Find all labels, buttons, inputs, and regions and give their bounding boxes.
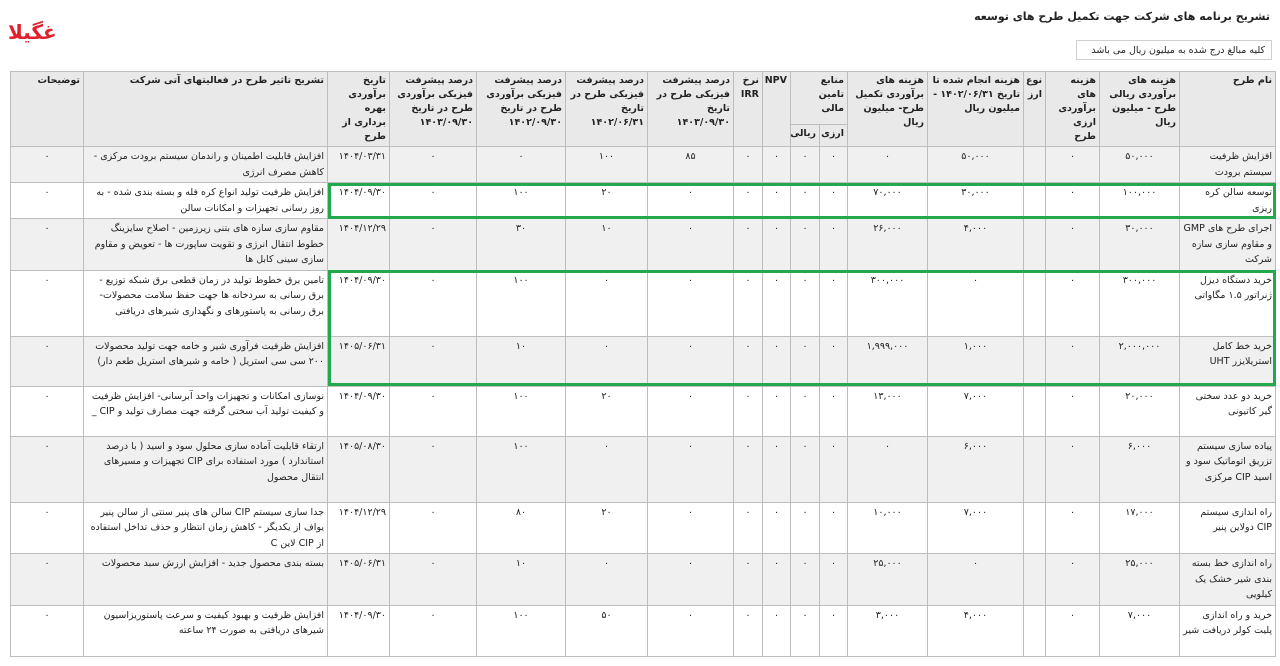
header-spent: هزینه انجام شده تا تاریخ ۱۴۰۲/۰۶/۳۱ - میلیون ریال [928,72,1024,147]
cell-irr: ۰ [734,336,763,386]
cell-plan-name: توسعه سالن کره ریزی [1180,183,1276,219]
cell-npv: ۰ [763,436,791,502]
cell-funding-rial: ۰ [791,336,820,386]
cell-progress-1403: ۰ [648,554,734,606]
table-row [11,336,1276,386]
cell-funding-rial: ۰ [791,270,820,336]
cell-funding-fx: ۰ [820,605,848,656]
company-logo: غگیلا [8,20,57,44]
cell-impact: مقاوم سازی سازه های بتنی زیرزمین - اصلاح سایزینگ خطوط انتقال انرژی و تقویت ساپورت ها - تعویض و مقاوم سازی سینی کابل ها [84,219,328,271]
cell-plan-name: راه اندازی خط بسته بندی شیر خشک یک کیلویی [1180,554,1276,606]
cell-funding-rial: ۰ [791,436,820,502]
cell-progress-1403: ۰ [648,605,734,656]
cell-est-fx: ۰ [1046,554,1100,606]
cell-op-date: ۱۴۰۵/۰۶/۳۱ [328,336,390,386]
cell-est-progress-1403: ۰ [390,386,477,436]
cell-spent: ۳۰,۰۰۰ [928,183,1024,219]
table-row [11,270,1276,336]
header-funding: منابع تامین مالی [791,72,848,125]
cell-spent: ۰ [928,554,1024,606]
cell-spent: ۷,۰۰۰ [928,386,1024,436]
cell-plan-name: راه اندازی سیستم CIP دولاین پنیر [1180,502,1276,554]
cell-funding-rial: ۰ [791,147,820,183]
cell-est-progress-1403: ۰ [390,554,477,606]
cell-completion: ۰ [848,147,928,183]
cell-funding-rial: ۰ [791,219,820,271]
cell-notes: ۰ [11,605,84,656]
header-progress-1403: درصد پیشرفت فیزیکی طرح در تاریخ ۱۴۰۳/۰۹/۳۰ [648,72,734,147]
cell-impact: بسته بندی محصول جدید - افزایش ارزش سبد محصولات [84,554,328,606]
cell-plan-name: خرید و راه اندازی پلیت کولر دریافت شیر [1180,605,1276,656]
cell-est-progress-1403: ۰ [390,502,477,554]
cell-est-progress-1402: ۱۰ [477,554,566,606]
header-funding-rial: ریالی [791,125,820,147]
cell-est-fx: ۰ [1046,386,1100,436]
cell-est-progress-1403: ۰ [390,336,477,386]
cell-est-rial: ۲۵,۰۰۰ [1100,554,1180,606]
cell-notes: ۰ [11,147,84,183]
cell-funding-fx: ۰ [820,270,848,336]
cell-irr: ۰ [734,147,763,183]
header-row [11,72,1276,125]
header-progress-1402: درصد پیشرفت فیزیکی طرح در تاریخ ۱۴۰۲/۰۶/۳۱ [566,72,648,147]
cell-currency [1024,436,1046,502]
cell-plan-name: اجرای طرح های GMP و مقاوم سازی سازه شرکت [1180,219,1276,271]
cell-irr: ۰ [734,219,763,271]
cell-est-progress-1403: ۰ [390,147,477,183]
cell-completion: ۲۶,۰۰۰ [848,219,928,271]
cell-spent: ۱,۰۰۰ [928,336,1024,386]
cell-npv: ۰ [763,147,791,183]
cell-notes: ۰ [11,386,84,436]
cell-impact: افزایش ظرفیت و بهبود کیفیت و سرعت پاستوریزاسیون شیرهای دریافتی به صورت ۲۴ ساعته [84,605,328,656]
cell-completion: ۳۰۰,۰۰۰ [848,270,928,336]
cell-spent: ۴,۰۰۰ [928,219,1024,271]
cell-completion: ۱۰,۰۰۰ [848,502,928,554]
cell-progress-1403: ۰ [648,336,734,386]
cell-impact: افزایش ظرفیت تولید انواع کره فله و بسته بندی شده - به روز رسانی تجهیزات و امکانات سالن [84,183,328,219]
cell-progress-1403: ۸۵ [648,147,734,183]
cell-funding-rial: ۰ [791,554,820,606]
cell-funding-fx: ۰ [820,386,848,436]
cell-impact: افزایش ظرفیت فرآوری شیر و خامه جهت تولید محصولات ۲۰۰ سی سی استریل ( خامه و شیرهای استریل طعم دار) [84,336,328,386]
cell-currency [1024,502,1046,554]
cell-currency [1024,605,1046,656]
table-row [11,386,1276,436]
cell-op-date: ۱۴۰۴/۰۹/۳۰ [328,386,390,436]
cell-notes: ۰ [11,436,84,502]
cell-spent: ۵۰,۰۰۰ [928,147,1024,183]
cell-est-rial: ۲۰,۰۰۰ [1100,386,1180,436]
cell-est-rial: ۷,۰۰۰ [1100,605,1180,656]
table-body [11,147,1276,657]
cell-est-progress-1403: ۰ [390,183,477,219]
header-notes: توضیحات [11,72,84,147]
cell-completion: ۲۵,۰۰۰ [848,554,928,606]
cell-progress-1402: ۱۰ [566,219,648,271]
cell-npv: ۰ [763,554,791,606]
cell-op-date: ۱۴۰۵/۰۸/۳۰ [328,436,390,502]
header-impact: تشریح تاثیر طرح در فعالیتهای آتی شرکت [84,72,328,147]
table-row [11,554,1276,606]
cell-completion: ۱۳,۰۰۰ [848,386,928,436]
cell-funding-fx: ۰ [820,147,848,183]
cell-est-progress-1402: ۸۰ [477,502,566,554]
cell-irr: ۰ [734,605,763,656]
cell-completion: ۱,۹۹۹,۰۰۰ [848,336,928,386]
cell-funding-fx: ۰ [820,436,848,502]
cell-impact: افزایش قابلیت اطمینان و راندمان سیستم برودت مرکزی - کاهش مصرف انرژی [84,147,328,183]
cell-funding-rial: ۰ [791,605,820,656]
header-est-fx: هزینه های برآوردی ارزی طرح [1046,72,1100,147]
cell-currency [1024,270,1046,336]
cell-impact: تامین برق خطوط تولید در زمان قطعی برق شبکه توزیع - برق رسانی به سردخانه ها جهت حفظ سلامت محصولات- برق رسانی به پاستورهای و نگهداری شیرهای دریافتی [84,270,328,336]
cell-est-fx: ۰ [1046,270,1100,336]
header-op-date: تاریخ برآوردی بهره برداری از طرح [328,72,390,147]
cell-est-fx: ۰ [1046,436,1100,502]
cell-est-fx: ۰ [1046,183,1100,219]
cell-est-rial: ۳۰۰,۰۰۰ [1100,270,1180,336]
cell-progress-1403: ۰ [648,183,734,219]
cell-est-progress-1403: ۰ [390,270,477,336]
cell-progress-1402: ۲۰ [566,183,648,219]
cell-est-fx: ۰ [1046,502,1100,554]
cell-currency [1024,183,1046,219]
cell-funding-rial: ۰ [791,386,820,436]
cell-progress-1402: ۰ [566,554,648,606]
cell-npv: ۰ [763,386,791,436]
cell-npv: ۰ [763,605,791,656]
cell-est-fx: ۰ [1046,336,1100,386]
cell-spent: ۴,۰۰۰ [928,605,1024,656]
cell-funding-rial: ۰ [791,502,820,554]
cell-currency [1024,336,1046,386]
cell-op-date: ۱۴۰۴/۰۹/۳۰ [328,183,390,219]
cell-progress-1403: ۰ [648,502,734,554]
cell-op-date: ۱۴۰۴/۱۲/۲۹ [328,219,390,271]
cell-notes: ۰ [11,270,84,336]
cell-notes: ۰ [11,183,84,219]
header-currency: نوع ارز [1024,72,1046,147]
cell-plan-name: خرید دستگاه دیزل ژنراتور ۱.۵ مگاواتی [1180,270,1276,336]
cell-est-progress-1402: ۰ [477,147,566,183]
cell-progress-1402: ۲۰ [566,502,648,554]
development-plans-table [10,71,1276,657]
cell-funding-fx: ۰ [820,219,848,271]
cell-progress-1403: ۰ [648,270,734,336]
cell-funding-fx: ۰ [820,183,848,219]
table-row [11,147,1276,183]
cell-irr: ۰ [734,270,763,336]
cell-progress-1402: ۲۰ [566,386,648,436]
cell-op-date: ۱۴۰۴/۰۹/۳۰ [328,605,390,656]
cell-progress-1403: ۰ [648,436,734,502]
cell-progress-1403: ۰ [648,386,734,436]
cell-spent: ۰ [928,270,1024,336]
table-row [11,436,1276,502]
cell-op-date: ۱۴۰۴/۰۳/۳۱ [328,147,390,183]
cell-est-rial: ۶,۰۰۰ [1100,436,1180,502]
cell-progress-1403: ۰ [648,219,734,271]
cell-spent: ۷,۰۰۰ [928,502,1024,554]
cell-npv: ۰ [763,336,791,386]
cell-notes: ۰ [11,502,84,554]
cell-est-progress-1402: ۱۰۰ [477,386,566,436]
cell-est-fx: ۰ [1046,219,1100,271]
header-est-rial: هزینه های برآوردی ریالی طرح - میلیون ریال [1100,72,1180,147]
cell-est-fx: ۰ [1046,147,1100,183]
cell-progress-1402: ۰ [566,270,648,336]
cell-est-progress-1402: ۱۰۰ [477,270,566,336]
header-est-progress-1402: درصد پیشرفت فیزیکی برآوردی طرح در تاریخ ۱۴۰۲/۰۹/۳۰ [477,72,566,147]
header-irr: نرخ IRR [734,72,763,147]
header-npv: NPV [763,72,791,147]
cell-irr: ۰ [734,436,763,502]
cell-impact: ارتقاء قابلیت آماده سازی محلول سود و اسید ( با درصد استاندارد ) مورد استفاده برای CIP تجهیزات و مسیرهای انتقال محصول [84,436,328,502]
cell-progress-1402: ۱۰۰ [566,147,648,183]
table-row [11,183,1276,219]
cell-est-progress-1402: ۱۰۰ [477,183,566,219]
cell-completion: ۰ [848,436,928,502]
cell-est-progress-1403: ۰ [390,436,477,502]
cell-op-date: ۱۴۰۴/۰۹/۳۰ [328,270,390,336]
cell-impact: جدا سازی سیستم CIP سالن های پنیر سنتی از سالن پنیر یواف از یکدیگر - کاهش زمان انتظار و حذف تداخل استفاده از CIP لاین C [84,502,328,554]
cell-notes: ۰ [11,554,84,606]
cell-currency [1024,386,1046,436]
table-row [11,502,1276,554]
cell-progress-1402: ۵۰ [566,605,648,656]
cell-est-progress-1402: ۱۰۰ [477,605,566,656]
cell-progress-1402: ۰ [566,436,648,502]
cell-npv: ۰ [763,183,791,219]
cell-est-fx: ۰ [1046,605,1100,656]
cell-currency [1024,147,1046,183]
cell-currency [1024,554,1046,606]
cell-est-progress-1403: ۰ [390,605,477,656]
cell-est-rial: ۳۰,۰۰۰ [1100,219,1180,271]
cell-funding-fx: ۰ [820,336,848,386]
cell-est-progress-1402: ۱۰ [477,336,566,386]
table-row [11,605,1276,656]
cell-irr: ۰ [734,386,763,436]
cell-notes: ۰ [11,336,84,386]
cell-plan-name: خرید دو عدد سختی گیر کاتیونی [1180,386,1276,436]
header-completion: هزینه های برآوردی تکمیل طرح- میلیون ریال [848,72,928,147]
cell-completion: ۳,۰۰۰ [848,605,928,656]
cell-npv: ۰ [763,219,791,271]
cell-est-progress-1402: ۱۰۰ [477,436,566,502]
cell-irr: ۰ [734,183,763,219]
table-row [11,219,1276,271]
cell-irr: ۰ [734,502,763,554]
cell-est-rial: ۱۷,۰۰۰ [1100,502,1180,554]
cell-impact: نوسازی امکانات و تجهیزات واحد آبرسانی- افزایش ظرفیت و کیفیت تولید آب سختی گرفته جهت مصارف تولید و CIP _ [84,386,328,436]
cell-notes: ۰ [11,219,84,271]
cell-funding-rial: ۰ [791,183,820,219]
cell-op-date: ۱۴۰۴/۱۲/۲۹ [328,502,390,554]
cell-completion: ۷۰,۰۰۰ [848,183,928,219]
cell-spent: ۶,۰۰۰ [928,436,1024,502]
cell-est-progress-1402: ۳۰ [477,219,566,271]
cell-npv: ۰ [763,502,791,554]
header-funding-fx: ارزی [820,125,848,147]
cell-currency [1024,219,1046,271]
cell-plan-name: افزایش ظرفیت سیستم برودت [1180,147,1276,183]
cell-funding-fx: ۰ [820,502,848,554]
header-est-progress-1403: درصد پیشرفت فیزیکی برآوردی طرح در تاریخ ۱۴۰۳/۰۹/۳۰ [390,72,477,147]
cell-est-rial: ۲,۰۰۰,۰۰۰ [1100,336,1180,386]
cell-plan-name: خرید خط کامل استریلایزر UHT [1180,336,1276,386]
cell-npv: ۰ [763,270,791,336]
cell-irr: ۰ [734,554,763,606]
cell-est-rial: ۱۰۰,۰۰۰ [1100,183,1180,219]
header-name: نام طرح [1180,72,1276,147]
cell-plan-name: پیاده سازی سیستم تزریق اتوماتیک سود و اسید CIP مرکزی [1180,436,1276,502]
cell-progress-1402: ۰ [566,336,648,386]
cell-funding-fx: ۰ [820,554,848,606]
unit-note: کلیه مبالغ درج شده به میلیون ریال می باشد [1076,40,1272,60]
cell-est-rial: ۵۰,۰۰۰ [1100,147,1180,183]
cell-est-progress-1403: ۰ [390,219,477,271]
report-title: تشریح برنامه های شرکت جهت تکمیل طرح های توسعه [974,10,1270,23]
cell-op-date: ۱۴۰۵/۰۶/۳۱ [328,554,390,606]
